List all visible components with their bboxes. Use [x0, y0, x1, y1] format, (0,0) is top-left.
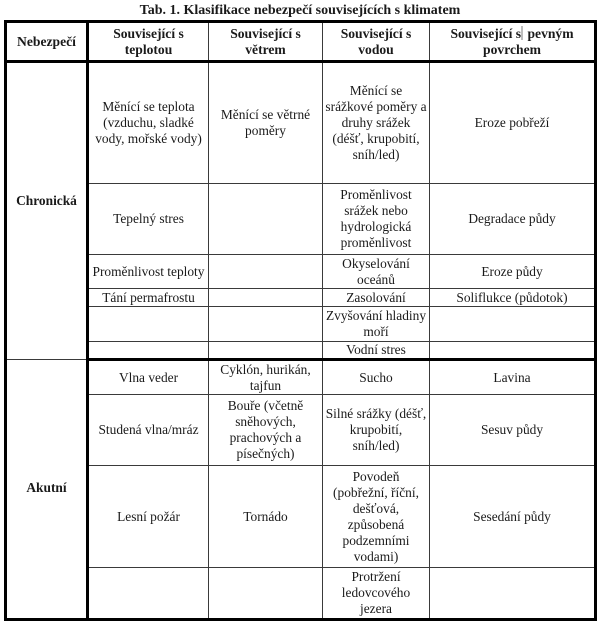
- text-cursor: [521, 26, 523, 40]
- cell-temperature: [88, 568, 209, 620]
- cell-temperature: Vlna veder: [88, 360, 209, 395]
- cell-solid: [430, 342, 596, 360]
- header-temperature: Související s teplotou: [88, 22, 209, 62]
- cell-water: Proměnlivost srážek nebo hydrologická proměnlivost: [323, 184, 430, 255]
- table-row: [6, 307, 596, 342]
- cell-wind: [209, 289, 323, 307]
- cell-wind: [209, 568, 323, 620]
- category-acute: [6, 360, 88, 620]
- cell-water: Okyselování oceánů: [323, 255, 430, 289]
- cell-wind: [209, 342, 323, 360]
- cell-water: Silné srážky (déšť, krupobití, sníh/led): [323, 395, 430, 466]
- cell-temperature: Tepelný stres: [88, 184, 209, 255]
- hazard-table: [4, 20, 597, 621]
- cell-temperature: [88, 307, 209, 342]
- table-row: [6, 184, 596, 255]
- cell-water: Zvyšování hladiny moří: [323, 307, 430, 342]
- cell-temperature: Lesní požár: [88, 466, 209, 568]
- table-caption: Tab. 1. Klasifikace nebezpečí souvisejících s klimatem: [139, 3, 461, 18]
- cell-solid: Eroze půdy: [430, 255, 596, 289]
- cell-temperature: [88, 342, 209, 360]
- table-row: [6, 466, 596, 568]
- cell-solid: Eroze pobřeží: [430, 62, 596, 184]
- header-solid-pre: Související s: [450, 25, 522, 41]
- cell-wind: [209, 307, 323, 342]
- table-row: [6, 289, 596, 307]
- header-solid-post: pevným povrchem: [483, 25, 574, 57]
- cell-water: Protržení ledovcového jezera: [323, 568, 430, 620]
- cell-wind: Bouře (včetně sněhových, prachových a písečných): [209, 395, 323, 466]
- cell-water: Vodní stres: [323, 342, 430, 360]
- cell-water: Zasolování: [323, 289, 430, 307]
- cell-solid: [430, 568, 596, 620]
- cell-wind: Tornádo: [209, 466, 323, 568]
- cell-solid: [430, 307, 596, 342]
- category-acute-label: Akutní: [26, 480, 67, 495]
- table-row: [6, 62, 596, 184]
- cell-solid: Lavina: [430, 360, 596, 395]
- cell-temperature: Studená vlna/mráz: [88, 395, 209, 466]
- category-chronic: [6, 62, 88, 360]
- table-row: [6, 395, 596, 466]
- cell-water: Povodeň (pobřežní, říční, dešťová, způsobená podzemními vodami): [323, 466, 430, 568]
- cell-water: Měnící se srážkové poměry a druhy srážek (déšť, krupobití, sníh/led): [323, 62, 430, 184]
- cell-temperature: Tání permafrostu: [88, 289, 209, 307]
- table-row: [6, 342, 596, 360]
- header-row: [6, 22, 596, 62]
- cell-solid: Sesedání půdy: [430, 466, 596, 568]
- table-row: [6, 568, 596, 620]
- cell-solid: Degradace půdy: [430, 184, 596, 255]
- header-water: Související s vodou: [323, 22, 430, 62]
- cell-wind: Cyklón, hurikán, tajfun: [209, 360, 323, 395]
- cell-temperature: Proměnlivost teploty: [88, 255, 209, 289]
- header-solid: [430, 22, 596, 62]
- cell-wind: [209, 255, 323, 289]
- cell-wind: Měnící se větrné poměry: [209, 62, 323, 184]
- cell-wind: [209, 184, 323, 255]
- category-chronic-label: Chronická: [16, 193, 77, 208]
- cell-solid: Soliflukce (půdotok): [430, 289, 596, 307]
- table-row: [6, 360, 596, 395]
- header-wind: Související s větrem: [209, 22, 323, 62]
- header-hazard: Nebezpečí: [6, 22, 88, 62]
- table-row: [6, 255, 596, 289]
- cell-water: Sucho: [323, 360, 430, 395]
- cell-solid: Sesuv půdy: [430, 395, 596, 466]
- cell-temperature: Měnící se teplota (vzduchu, sladké vody, mořské vody): [88, 62, 209, 184]
